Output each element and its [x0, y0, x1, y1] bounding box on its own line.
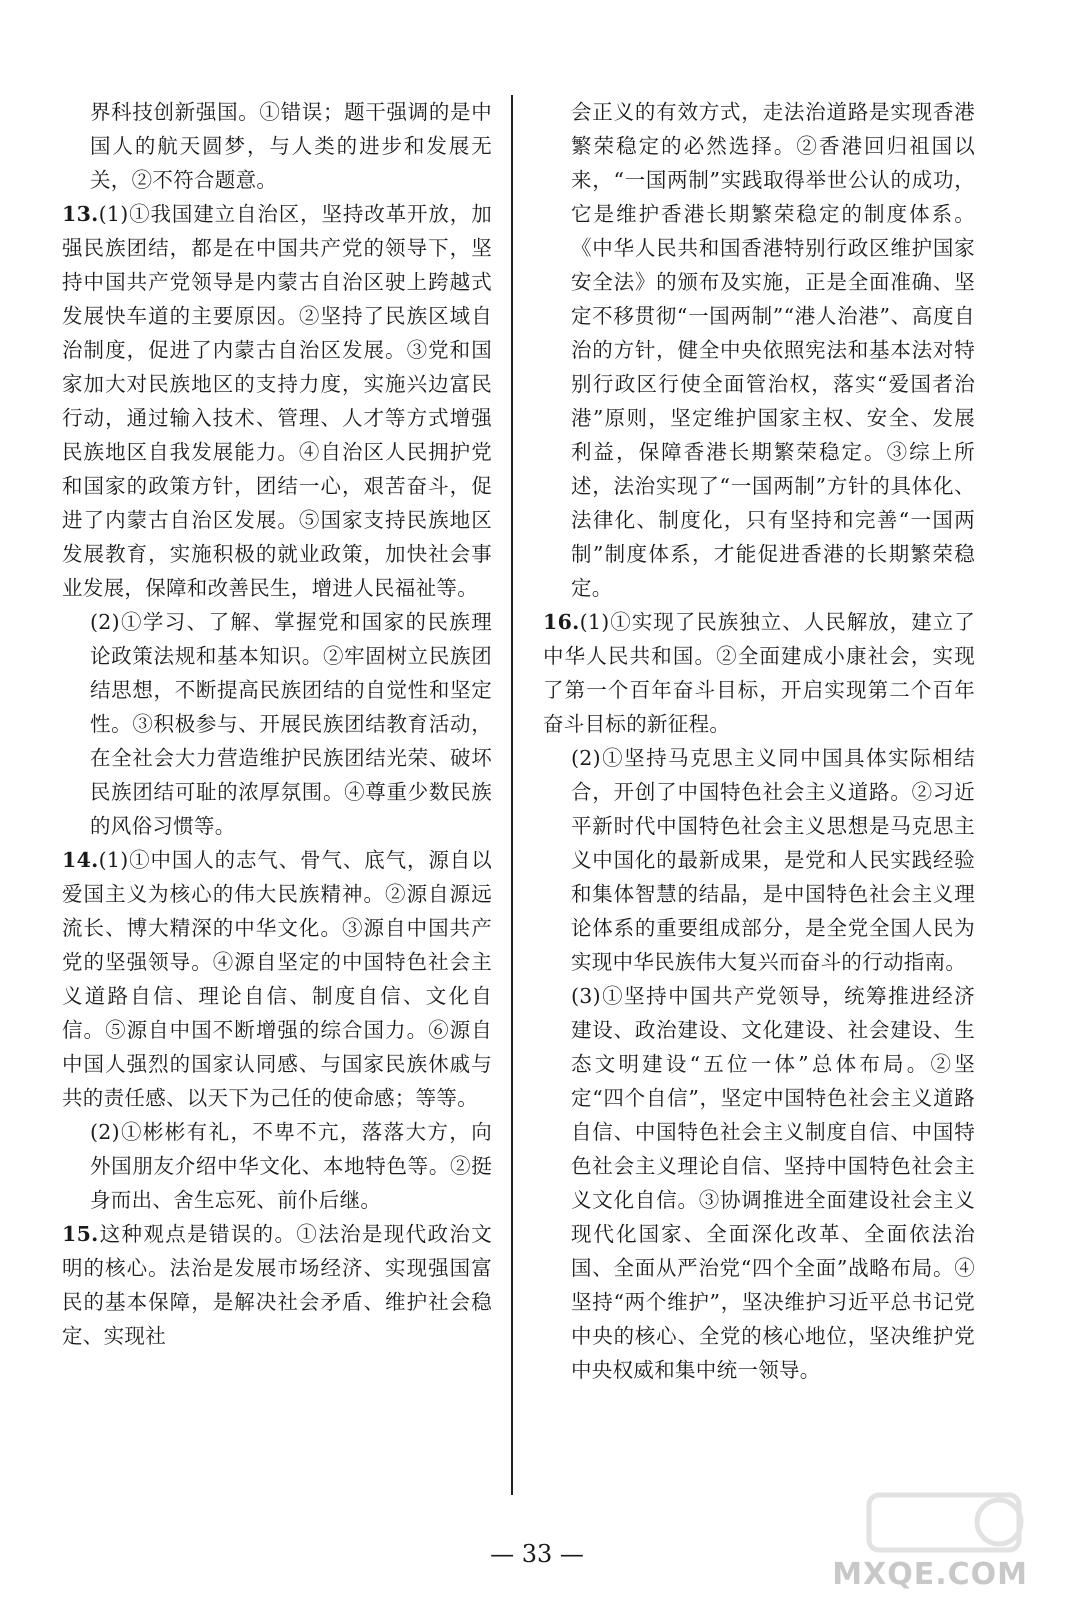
answer-paragraph	[543, 95, 975, 605]
right-column	[543, 95, 975, 1387]
answer-paragraph	[62, 1217, 492, 1353]
answer-paragraph	[62, 1115, 492, 1217]
question-number: 15.	[62, 1222, 99, 1246]
left-column	[62, 95, 492, 1353]
answer-text: (2)①学习、了解、掌握党和国家的民族理论政策法规和基本知识。②牢固树立民族团结思想，不断提高民族团结的自觉性和坚定性。③积极参与、开展民族团结教育活动，在全社会大力营造维护民族团结光荣、破坏民族团结可耻的浓厚氛围。④尊重少数民族的风俗习惯等。	[90, 610, 492, 838]
question-number: 13.	[62, 202, 99, 226]
answer-text: 界科技创新强国。①错误；题干强调的是中国人的航天圆梦，与人类的进步和发展无关，②不符合题意。	[90, 100, 492, 192]
answer-paragraph	[543, 979, 975, 1387]
answer-paragraph	[62, 95, 492, 197]
column-divider	[511, 95, 513, 1495]
answer-text: (2)①彬彬有礼，不卑不亢，落落大方，向外国朋友介绍中华文化、本地特色等。②挺身而出、舍生忘死、前仆后继。	[90, 1120, 492, 1212]
answer-text: 这种观点是错误的。①法治是现代政治文明的核心。法治是发展市场经济、实现强国富民的基本保障，是解决社会矛盾、维护社会稳定、实现社	[62, 1222, 492, 1348]
answer-text: (3)①坚持中国共产党领导，统筹推进经济建设、政治建设、文化建设、社会建设、生态文明建设“五位一体”总体布局。②坚定“四个自信”，坚定中国特色社会主义道路自信、中国特色社会主义制度自信、中国特色社会主义理论自信、坚持中国特色社会主义文化自信。③协调推进全面建设社会主义现代化国家、全面深化改革、全面依法治国、全面从严治党“四个全面”战略布局。④坚持“两个维护”，坚决维护习近平总书记党中央的核心、全党的核心地位，坚决维护党中央权威和集中统一领导。	[571, 984, 975, 1382]
answer-paragraph	[62, 605, 492, 843]
answer-text: (1)①中国人的志气、骨气、底气，源自以爱国主义为核心的伟大民族精神。②源自源远流长、博大精深的中华文化。③源自中国共产党的坚强领导。④源自坚定的中国特色社会主义道路自信、理论自信、制度自信、文化自信。⑤源自中国不断增强的综合国力。⑥源自中国人强烈的国家认同感、与国家民族休戚与共的责任感、以天下为己任的使命感；等等。	[62, 848, 492, 1110]
answer-text: (2)①坚持马克思主义同中国具体实际相结合，开创了中国特色社会主义道路。②习近平新时代中国特色社会主义思想是马克思主义中国化的最新成果，是党和人民实践经验和集体智慧的结晶，是中国特色社会主义理论体系的重要组成部分，是全党全国人民为实现中华民族伟大复兴而奋斗的行动指南。	[571, 746, 975, 974]
answer-text: (1)①我国建立自治区，坚持改革开放，加强民族团结，都是在中国共产党的领导下，坚持中国共产党领导是内蒙古自治区驶上跨越式发展快车道的主要原因。②坚持了民族区域自治制度，促进了内蒙古自治区发展。③党和国家加大对民族地区的支持力度，实施兴边富民行动，通过输入技术、管理、人才等方式增强民族地区自我发展能力。④自治区人民拥护党和国家的政策方针，团结一心，艰苦奋斗，促进了内蒙古自治区发展。⑤国家支持民族地区发展教育，实施积极的就业政策，加快社会事业发展，保障和改善民生，增进人民福祉等。	[62, 202, 492, 600]
answer-paragraph	[543, 605, 975, 741]
watermark-text: MXQE.COM	[832, 1557, 1028, 1592]
answer-text: (1)①实现了民族独立、人民解放，建立了中华人民共和国。②全面建成小康社会，实现了第一个百年奋斗目标，开启实现第二个百年奋斗目标的新征程。	[543, 610, 975, 736]
question-number: 14.	[62, 848, 99, 872]
answer-text: 会正义的有效方式，走法治道路是实现香港繁荣稳定的必然选择。②香港回归祖国以来，“一国两制”实践取得举世公认的成功，它是维护香港长期繁荣稳定的制度体系。《中华人民共和国香港特别行政区维护国家安全法》的颁布及实施，正是全面准确、坚定不移贯彻“一国两制”“港人治港”、高度自治的方针，健全中央依照宪法和基本法对特别行政区行使全面管治权，落实“爱国者治港”原则，坚定维护国家主权、安全、发展利益，保障香港长期繁荣稳定。③综上所述，法治实现了“一国两制”方针的具体化、法律化、制度化，只有坚持和完善“一国两制”制度体系，才能促进香港的长期繁荣稳定。	[571, 100, 975, 600]
answer-paragraph	[62, 843, 492, 1115]
question-number: 16.	[543, 610, 580, 634]
answer-paragraph	[62, 197, 492, 605]
page-number: — 33 —	[490, 1540, 584, 1568]
answer-paragraph	[543, 741, 975, 979]
